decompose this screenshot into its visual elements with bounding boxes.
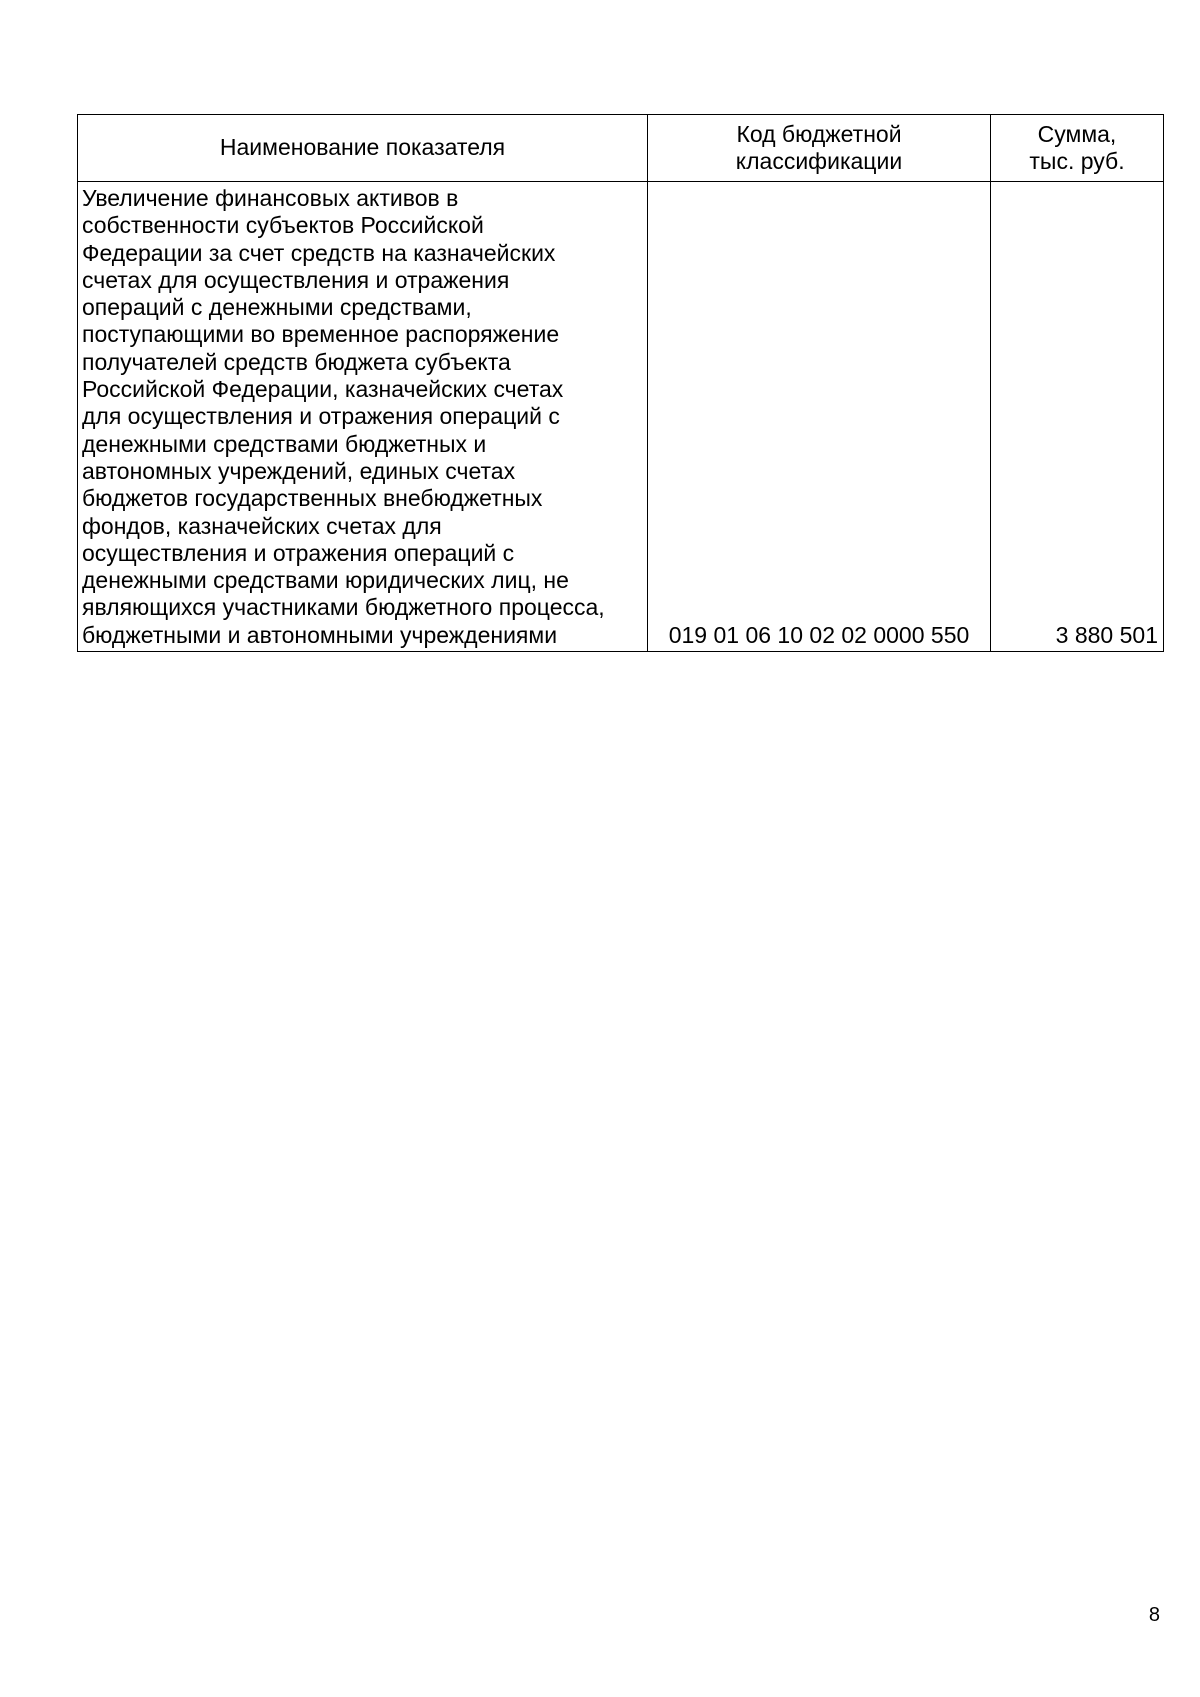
indicator-name-line: Российской Федерации, казначейских счетах xyxy=(82,376,564,403)
indicator-name-line: Федерации за счет средств на казначейских xyxy=(82,239,556,266)
indicator-name-line: бюджетными и автономными учреждениями xyxy=(82,621,558,648)
indicator-name-line: денежными средствами юридических лиц, не xyxy=(82,567,569,594)
header-indicator-name-text: Наименование показателя xyxy=(219,134,506,161)
indicator-name-line: фондов, казначейских счетах для xyxy=(82,512,442,539)
indicator-name-line: денежными средствами бюджетных и xyxy=(82,430,487,457)
header-budget-code-line2: классификации xyxy=(735,148,903,174)
budget-table xyxy=(77,114,1164,652)
indicator-name-line: являющихся участниками бюджетного процесса, xyxy=(82,594,605,621)
header-sum-line1: Сумма, xyxy=(1037,120,1117,147)
header-indicator-name xyxy=(78,115,648,182)
indicator-name-line: бюджетов государственных внебюджетных xyxy=(82,485,543,512)
indicator-name-line: получателей средств бюджета субъекта xyxy=(82,348,511,375)
cell-budget-code: 019 01 06 10 02 02 0000 550 xyxy=(648,182,991,652)
table-header-row xyxy=(78,115,1164,182)
indicator-name-line: собственности субъектов Российской xyxy=(82,212,484,239)
header-budget-code-line1: Код бюджетной xyxy=(736,120,902,147)
cell-sum: 3 880 501 xyxy=(991,182,1164,652)
indicator-name-line: осуществления и отражения операций с xyxy=(82,539,515,566)
header-sum xyxy=(991,115,1164,182)
indicator-name-line: Увеличение финансовых активов в xyxy=(82,185,459,211)
cell-indicator-name xyxy=(78,182,648,652)
indicator-name-line: для осуществления и отражения операций с xyxy=(82,403,560,430)
page-number: 8 xyxy=(1148,1604,1160,1626)
indicator-name-line: счетах для осуществления и отражения xyxy=(82,266,510,293)
indicator-name-line: операций с денежными средствами, xyxy=(82,294,472,321)
header-budget-code xyxy=(648,115,991,182)
table-row xyxy=(78,182,1164,652)
header-sum-line2: тыс. руб. xyxy=(1029,148,1125,174)
indicator-name-line: поступающими во временное распоряжение xyxy=(82,321,560,348)
indicator-name-line: автономных учреждений, единых счетах xyxy=(82,457,516,484)
